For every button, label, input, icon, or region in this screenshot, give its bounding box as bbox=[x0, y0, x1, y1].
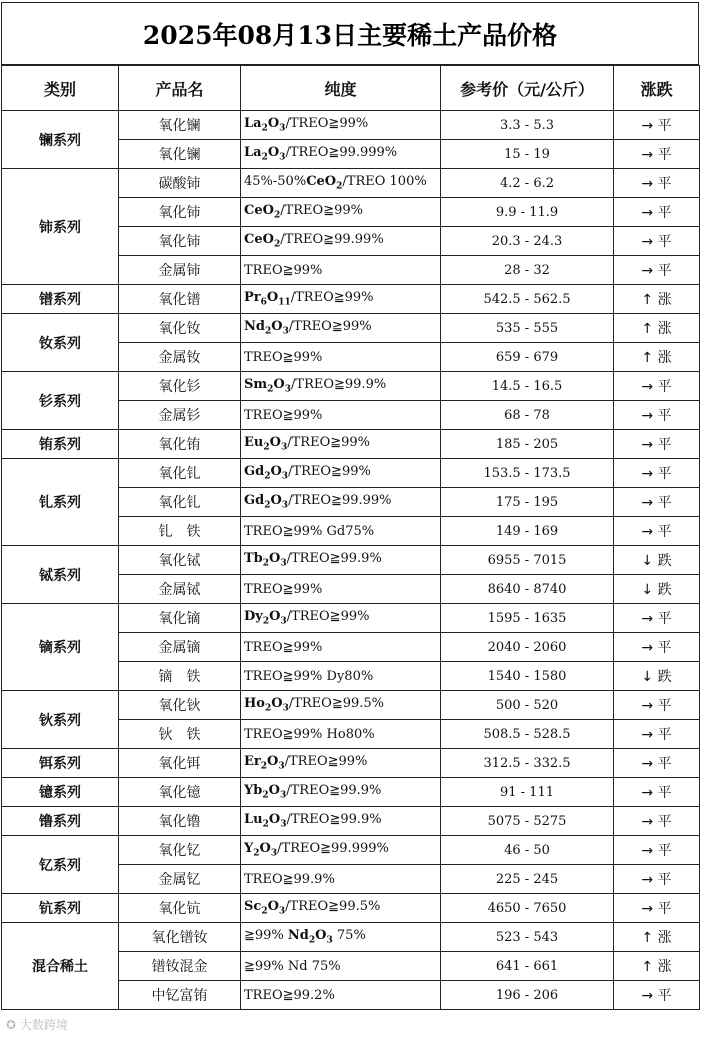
purity-text: Eu bbox=[244, 435, 264, 451]
purity-text: /TREO≧99.999% bbox=[277, 841, 389, 857]
purity-subscript: 3 bbox=[326, 935, 333, 946]
purity-cell bbox=[241, 430, 441, 459]
purity-text: O bbox=[259, 841, 271, 857]
purity-text: CeO bbox=[306, 174, 337, 190]
purity-text: TREO≧99% bbox=[244, 407, 323, 423]
category-cell: 混合稀土 bbox=[2, 923, 119, 1010]
table-row bbox=[2, 691, 700, 720]
product-cell: 氧化镱 bbox=[119, 778, 241, 807]
purity-text: Er bbox=[244, 754, 261, 770]
purity-text: /TREO≧99.9% bbox=[286, 551, 382, 567]
purity-text: /TREO≧99.9% bbox=[286, 812, 382, 828]
purity-text: Sc bbox=[244, 899, 262, 915]
product-cell: 钆 铁 bbox=[119, 517, 241, 546]
purity-cell bbox=[241, 401, 441, 430]
price-cell: 68 - 78 bbox=[441, 401, 614, 430]
price-cell: 2040 - 2060 bbox=[441, 633, 614, 662]
purity-cell bbox=[241, 894, 441, 923]
purity-text: O bbox=[268, 812, 281, 828]
purity-cell bbox=[241, 865, 441, 894]
trend-cell: → 平 bbox=[614, 488, 700, 517]
trend-cell: → 平 bbox=[614, 459, 700, 488]
trend-cell: ↑ 涨 bbox=[614, 314, 700, 343]
purity-subscript: 2 bbox=[308, 935, 316, 946]
trend-cell: → 平 bbox=[614, 401, 700, 430]
trend-cell: → 平 bbox=[614, 691, 700, 720]
purity-text: /TREO 100% bbox=[342, 174, 427, 190]
purity-text: TREO≧99% bbox=[244, 639, 323, 655]
price-cell: 523 - 543 bbox=[441, 923, 614, 952]
purity-cell bbox=[241, 807, 441, 836]
product-cell: 氧化镝 bbox=[119, 604, 241, 633]
price-cell: 508.5 - 528.5 bbox=[441, 720, 614, 749]
price-cell: 91 - 111 bbox=[441, 778, 614, 807]
purity-subscript: 3 bbox=[280, 616, 287, 627]
purity-cell bbox=[241, 546, 441, 575]
purity-cell bbox=[241, 169, 441, 198]
purity-text: /TREO≧99% bbox=[285, 116, 369, 132]
purity-cell bbox=[241, 111, 441, 140]
purity-text: O bbox=[271, 696, 283, 712]
purity-subscript: 3 bbox=[270, 848, 278, 859]
header-category: 类别 bbox=[2, 66, 119, 111]
price-cell: 4.2 - 6.2 bbox=[441, 169, 614, 198]
purity-subscript: 3 bbox=[280, 558, 287, 569]
category-cell: 铕系列 bbox=[2, 430, 119, 459]
purity-text: CeO bbox=[244, 203, 274, 219]
category-cell: 铈系列 bbox=[2, 169, 119, 285]
trend-cell: → 平 bbox=[614, 633, 700, 662]
table-header-row bbox=[2, 66, 700, 111]
trend-cell: → 平 bbox=[614, 894, 700, 923]
price-cell: 175 - 195 bbox=[441, 488, 614, 517]
purity-text: O bbox=[315, 928, 327, 944]
table-row bbox=[2, 604, 700, 633]
purity-cell bbox=[241, 604, 441, 633]
trend-cell: → 平 bbox=[614, 720, 700, 749]
price-cell: 535 - 555 bbox=[441, 314, 614, 343]
price-cell: 20.3 - 24.3 bbox=[441, 227, 614, 256]
price-cell: 542.5 - 562.5 bbox=[441, 285, 614, 314]
product-cell: 氧化钐 bbox=[119, 372, 241, 401]
purity-text: O bbox=[270, 464, 282, 480]
product-cell: 碳酸铈 bbox=[119, 169, 241, 198]
trend-cell: → 平 bbox=[614, 981, 700, 1010]
purity-subscript: 3 bbox=[284, 384, 292, 395]
trend-cell: → 平 bbox=[614, 807, 700, 836]
purity-cell bbox=[241, 314, 441, 343]
price-cell: 4650 - 7650 bbox=[441, 894, 614, 923]
purity-text: O bbox=[268, 783, 280, 799]
table-row bbox=[2, 778, 700, 807]
product-cell: 氧化钕 bbox=[119, 314, 241, 343]
purity-text: CeO bbox=[244, 232, 274, 248]
trend-cell: → 平 bbox=[614, 778, 700, 807]
trend-cell: ↓ 跌 bbox=[614, 575, 700, 604]
purity-subscript: 3 bbox=[279, 790, 287, 801]
price-cell: 6955 - 7015 bbox=[441, 546, 614, 575]
category-cell: 铽系列 bbox=[2, 546, 119, 604]
purity-text: TREO≧99% Ho80% bbox=[244, 726, 375, 742]
purity-subscript: 2 bbox=[262, 790, 269, 801]
purity-cell bbox=[241, 662, 441, 691]
purity-subscript: 2 bbox=[267, 384, 274, 395]
category-cell: 镧系列 bbox=[2, 111, 119, 169]
price-cell: 153.5 - 173.5 bbox=[441, 459, 614, 488]
purity-subscript: 2 bbox=[253, 848, 260, 859]
purity-subscript: 3 bbox=[281, 500, 289, 511]
purity-cell bbox=[241, 575, 441, 604]
purity-subscript: 2 bbox=[262, 819, 269, 830]
product-cell: 金属铈 bbox=[119, 256, 241, 285]
table-row bbox=[2, 546, 700, 575]
purity-subscript: 3 bbox=[281, 471, 289, 482]
purity-subscript: 3 bbox=[279, 123, 286, 134]
table-row bbox=[2, 836, 700, 865]
trend-cell: ↓ 跌 bbox=[614, 546, 700, 575]
category-cell: 钇系列 bbox=[2, 836, 119, 894]
price-cell: 8640 - 8740 bbox=[441, 575, 614, 604]
trend-cell: → 平 bbox=[614, 169, 700, 198]
purity-subscript: 2 bbox=[261, 152, 268, 163]
purity-cell bbox=[241, 372, 441, 401]
trend-cell: → 平 bbox=[614, 836, 700, 865]
purity-text: Y bbox=[244, 841, 254, 857]
purity-text: 45%-50% bbox=[244, 174, 307, 190]
purity-text: /TREO≧99% bbox=[287, 435, 371, 451]
purity-cell bbox=[241, 749, 441, 778]
product-cell: 氧化铕 bbox=[119, 430, 241, 459]
price-cell: 14.5 - 16.5 bbox=[441, 372, 614, 401]
purity-cell bbox=[241, 198, 441, 227]
purity-text: Nd bbox=[287, 928, 309, 944]
purity-subscript: 2 bbox=[336, 181, 343, 192]
category-cell: 钕系列 bbox=[2, 314, 119, 372]
purity-cell bbox=[241, 923, 441, 952]
purity-subscript: 11 bbox=[278, 297, 291, 308]
purity-cell bbox=[241, 633, 441, 662]
purity-subscript: 3 bbox=[278, 761, 285, 772]
price-cell: 28 - 32 bbox=[441, 256, 614, 285]
product-cell: 氧化钆 bbox=[119, 459, 241, 488]
purity-cell bbox=[241, 140, 441, 169]
purity-cell bbox=[241, 517, 441, 546]
purity-text: /TREO≧99% bbox=[280, 203, 363, 219]
price-cell: 225 - 245 bbox=[441, 865, 614, 894]
product-cell: 氧化钇 bbox=[119, 836, 241, 865]
table-row bbox=[2, 894, 700, 923]
purity-text: Pr bbox=[244, 290, 261, 306]
price-cell: 46 - 50 bbox=[441, 836, 614, 865]
purity-text: /TREO≧99.5% bbox=[288, 696, 385, 712]
purity-subscript: 2 bbox=[273, 210, 281, 221]
price-cell: 500 - 520 bbox=[441, 691, 614, 720]
purity-cell bbox=[241, 227, 441, 256]
purity-cell bbox=[241, 981, 441, 1010]
trend-cell: → 平 bbox=[614, 111, 700, 140]
table-row bbox=[2, 314, 700, 343]
trend-cell: → 平 bbox=[614, 604, 700, 633]
table-row bbox=[2, 372, 700, 401]
product-cell: 氧化钆 bbox=[119, 488, 241, 517]
purity-text: Gd bbox=[244, 464, 265, 480]
product-cell: 氧化镧 bbox=[119, 140, 241, 169]
purity-subscript: 2 bbox=[261, 123, 268, 134]
product-cell: 金属钕 bbox=[119, 343, 241, 372]
price-cell: 15 - 19 bbox=[441, 140, 614, 169]
purity-subscript: 2 bbox=[264, 471, 271, 482]
header-trend: 涨跌 bbox=[614, 66, 700, 111]
product-cell: 氧化镨钕 bbox=[119, 923, 241, 952]
product-cell: 金属镝 bbox=[119, 633, 241, 662]
trend-cell: → 平 bbox=[614, 749, 700, 778]
trend-cell: → 平 bbox=[614, 517, 700, 546]
purity-text: ≧99% bbox=[244, 928, 288, 944]
price-cell: 641 - 661 bbox=[441, 952, 614, 981]
purity-text: TREO≧99.9% bbox=[244, 871, 335, 887]
purity-subscript: 3 bbox=[279, 152, 286, 163]
purity-text: O bbox=[269, 609, 281, 625]
trend-cell: → 平 bbox=[614, 198, 700, 227]
product-cell: 氧化钬 bbox=[119, 691, 241, 720]
trend-cell: → 平 bbox=[614, 140, 700, 169]
purity-text: TREO≧99% Gd75% bbox=[244, 523, 375, 539]
purity-text: Nd bbox=[244, 319, 265, 335]
purity-subscript: 2 bbox=[261, 906, 268, 917]
purity-text: 75% bbox=[332, 928, 366, 944]
header-purity: 纯度 bbox=[241, 66, 441, 111]
price-cell: 9.9 - 11.9 bbox=[441, 198, 614, 227]
product-cell: 氧化镧 bbox=[119, 111, 241, 140]
table-row bbox=[2, 459, 700, 488]
purity-cell bbox=[241, 720, 441, 749]
price-cell: 3.3 - 5.3 bbox=[441, 111, 614, 140]
price-table bbox=[1, 65, 700, 1010]
purity-text: Ho bbox=[244, 696, 265, 712]
purity-text: /TREO≧99% bbox=[286, 609, 370, 625]
price-cell: 149 - 169 bbox=[441, 517, 614, 546]
purity-cell bbox=[241, 343, 441, 372]
watermark-logo-icon: ✪ bbox=[6, 1018, 20, 1032]
purity-text: O bbox=[267, 899, 279, 915]
purity-text: O bbox=[270, 493, 282, 509]
purity-text: /TREO≧99% bbox=[284, 754, 368, 770]
trend-cell: → 平 bbox=[614, 372, 700, 401]
trend-cell: → 平 bbox=[614, 865, 700, 894]
trend-cell: → 平 bbox=[614, 430, 700, 459]
price-cell: 1595 - 1635 bbox=[441, 604, 614, 633]
watermark-text: 大数跨境 bbox=[19, 1018, 68, 1032]
product-cell: 氧化铽 bbox=[119, 546, 241, 575]
purity-subscript: 3 bbox=[282, 703, 289, 714]
purity-text: Dy bbox=[244, 609, 263, 625]
purity-subscript: 3 bbox=[280, 819, 287, 830]
product-cell: 钬 铁 bbox=[119, 720, 241, 749]
table-row bbox=[2, 285, 700, 314]
product-cell: 金属铽 bbox=[119, 575, 241, 604]
purity-text: /TREO≧99.99% bbox=[280, 232, 384, 248]
product-cell: 氧化铈 bbox=[119, 198, 241, 227]
purity-text: /TREO≧99.99% bbox=[288, 493, 392, 509]
table-row bbox=[2, 111, 700, 140]
purity-subscript: 2 bbox=[273, 239, 281, 250]
purity-text: Gd bbox=[244, 493, 265, 509]
category-cell: 镥系列 bbox=[2, 807, 119, 836]
purity-subscript: 3 bbox=[278, 906, 286, 917]
purity-text: TREO≧99% bbox=[244, 262, 323, 278]
purity-text: /TREO≧99.5% bbox=[285, 899, 381, 915]
header-product: 产品名 bbox=[119, 66, 241, 111]
purity-text: O bbox=[267, 145, 280, 161]
purity-text: O bbox=[267, 754, 279, 770]
purity-text: O bbox=[269, 435, 281, 451]
product-cell: 氧化镥 bbox=[119, 807, 241, 836]
product-cell: 氧化铈 bbox=[119, 227, 241, 256]
trend-cell: ↑ 涨 bbox=[614, 952, 700, 981]
product-cell: 氧化铒 bbox=[119, 749, 241, 778]
purity-text: Yb bbox=[244, 783, 263, 799]
purity-text: TREO≧99.2% bbox=[244, 987, 335, 1003]
category-cell: 钪系列 bbox=[2, 894, 119, 923]
purity-text: O bbox=[273, 377, 285, 393]
purity-subscript: 2 bbox=[262, 558, 270, 569]
purity-cell bbox=[241, 778, 441, 807]
purity-text: TREO≧99% bbox=[244, 349, 323, 365]
trend-cell: ↓ 跌 bbox=[614, 662, 700, 691]
purity-text: /TREO≧99% bbox=[288, 319, 372, 335]
table-row bbox=[2, 807, 700, 836]
purity-text: /TREO≧99.9% bbox=[286, 783, 382, 799]
purity-subscript: 2 bbox=[262, 616, 270, 627]
category-cell: 镱系列 bbox=[2, 778, 119, 807]
trend-cell: → 平 bbox=[614, 256, 700, 285]
category-cell: 镝系列 bbox=[2, 604, 119, 691]
purity-subscript: 3 bbox=[280, 442, 288, 453]
purity-cell bbox=[241, 256, 441, 285]
purity-subscript: 2 bbox=[264, 500, 271, 511]
purity-text: La bbox=[244, 145, 262, 161]
trend-cell: ↑ 涨 bbox=[614, 343, 700, 372]
price-cell: 5075 - 5275 bbox=[441, 807, 614, 836]
purity-cell bbox=[241, 459, 441, 488]
trend-cell: ↑ 涨 bbox=[614, 285, 700, 314]
table-row bbox=[2, 923, 700, 952]
product-cell: 氧化镨 bbox=[119, 285, 241, 314]
table-row bbox=[2, 169, 700, 198]
product-cell: 氧化钪 bbox=[119, 894, 241, 923]
product-cell: 镨钕混金 bbox=[119, 952, 241, 981]
purity-text: La bbox=[244, 116, 262, 132]
purity-cell bbox=[241, 285, 441, 314]
product-cell: 中钇富铕 bbox=[119, 981, 241, 1010]
price-cell: 659 - 679 bbox=[441, 343, 614, 372]
category-cell: 铒系列 bbox=[2, 749, 119, 778]
table-body bbox=[2, 111, 700, 1010]
purity-cell bbox=[241, 488, 441, 517]
product-cell: 金属钐 bbox=[119, 401, 241, 430]
price-cell: 196 - 206 bbox=[441, 981, 614, 1010]
page-title: 2025年08月13日主要稀土产品价格 bbox=[1, 2, 699, 65]
category-cell: 钆系列 bbox=[2, 459, 119, 546]
price-cell: 185 - 205 bbox=[441, 430, 614, 459]
purity-subscript: 2 bbox=[263, 442, 270, 453]
purity-subscript: 3 bbox=[282, 326, 289, 337]
purity-text: Lu bbox=[244, 812, 263, 828]
watermark bbox=[6, 1016, 68, 1033]
purity-subscript: 2 bbox=[264, 326, 272, 337]
purity-text: Sm bbox=[244, 377, 268, 393]
purity-subscript: 6 bbox=[260, 297, 267, 308]
purity-cell bbox=[241, 952, 441, 981]
trend-cell: ↑ 涨 bbox=[614, 923, 700, 952]
purity-text: /TREO≧99% bbox=[290, 290, 374, 306]
purity-text: ≧99% Nd 75% bbox=[244, 958, 341, 974]
purity-text: /TREO≧99.999% bbox=[285, 145, 398, 161]
purity-text: O bbox=[271, 319, 283, 335]
purity-text: TREO≧99% bbox=[244, 581, 323, 597]
category-cell: 镨系列 bbox=[2, 285, 119, 314]
trend-cell: → 平 bbox=[614, 227, 700, 256]
purity-cell bbox=[241, 836, 441, 865]
table-row bbox=[2, 749, 700, 778]
purity-text: TREO≧99% Dy80% bbox=[244, 668, 374, 684]
category-cell: 钐系列 bbox=[2, 372, 119, 430]
purity-text: Tb bbox=[244, 551, 263, 567]
purity-text: /TREO≧99.9% bbox=[291, 377, 387, 393]
purity-text: O bbox=[269, 551, 281, 567]
purity-text: O bbox=[266, 290, 279, 306]
category-cell: 钬系列 bbox=[2, 691, 119, 749]
product-cell: 金属钇 bbox=[119, 865, 241, 894]
price-cell: 1540 - 1580 bbox=[441, 662, 614, 691]
product-cell: 镝 铁 bbox=[119, 662, 241, 691]
purity-subscript: 2 bbox=[264, 703, 272, 714]
header-price: 参考价（元/公斤） bbox=[441, 66, 614, 111]
purity-subscript: 2 bbox=[260, 761, 268, 772]
price-cell: 312.5 - 332.5 bbox=[441, 749, 614, 778]
table-row bbox=[2, 430, 700, 459]
purity-text: O bbox=[267, 116, 280, 132]
purity-cell bbox=[241, 691, 441, 720]
purity-text: /TREO≧99% bbox=[288, 464, 371, 480]
